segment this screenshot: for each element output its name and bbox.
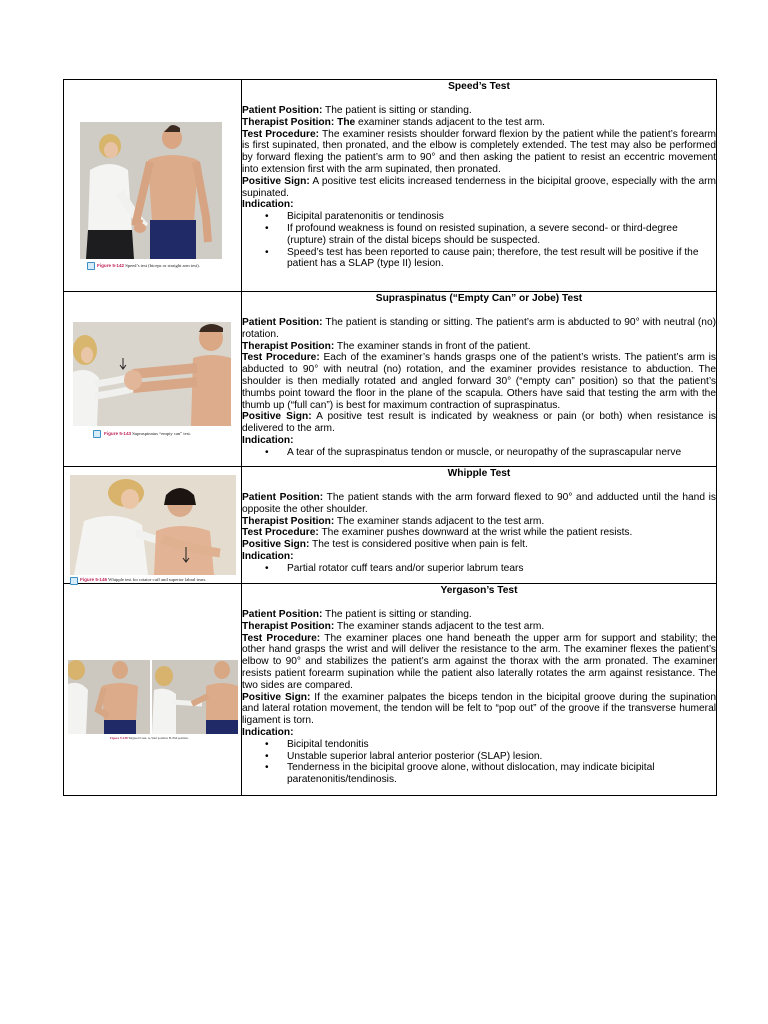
list-item: • Bicipital paratenonitis or tendinosis (287, 211, 716, 223)
speeds-test-photo (80, 122, 222, 259)
therapist-position-label: Therapist Position: (242, 515, 335, 527)
therapist-position-text: The examiner stands in front of the patient. (334, 340, 531, 352)
image-cell (64, 467, 242, 584)
test-title: Whipple Test (447, 468, 511, 479)
positive-sign-text: The test is considered positive when pain is felt. (309, 539, 528, 551)
therapist-position-label: Therapist Position: The (242, 116, 356, 128)
indication-label: Indication: (242, 550, 294, 562)
patient-position-text: The patient is sitting or standing. (322, 609, 472, 620)
positive-sign-label: Positive Sign: (242, 691, 311, 703)
test-procedure-text: The examiner pushes downward at the wrist while the patient resists. (318, 527, 633, 539)
figure-number: Figure 5-146 (80, 577, 108, 582)
list-item: • Unstable superior labral anterior posterior (SLAP) lesion. (287, 751, 716, 763)
figure-caption-text: Yergason’s test. A, Start position. B, End position. (128, 736, 189, 740)
test-title: Supraspinatus (“Empty Can” or Jobe) Test (375, 293, 583, 304)
test-title: Yergason’s Test (440, 585, 518, 596)
list-item: • Tenderness in the bicipital groove alone, without dislocation, may indicate bicipital paratenonitis/tendinosis. (287, 762, 716, 786)
figure-number: Figure 5-143 (104, 431, 132, 436)
patient-position-label: Patient Position: (242, 317, 323, 328)
text-cell (242, 467, 717, 584)
positive-sign-text: A positive test result is indicated by weakness or pain (or both) when resistance is delivered to the arm. (242, 411, 716, 435)
patient-position-text: The patient is standing or sitting. The patient’s arm is abducted to 90° with neutral (no) rotation. (242, 317, 717, 340)
patient-position-label: Patient Position: (242, 105, 323, 116)
text-cell (242, 584, 717, 796)
text-cell (242, 80, 717, 292)
indication-list (242, 211, 716, 270)
patient-position-label: Patient Position: (242, 492, 324, 503)
figure-caption (110, 736, 188, 740)
figure-caption-text: Whipple test for rotator cuff and superior labral tears. (108, 577, 207, 582)
list-item: • A tear of the supraspinatus tendon or muscle, or neuropathy of the suprascapular nerve (287, 447, 716, 459)
figure-number: Figure 5-148 (110, 736, 128, 740)
shoulder-tests-table (63, 79, 717, 796)
patient-position-label: Patient Position: (242, 609, 323, 620)
figure-caption (97, 263, 200, 269)
figure-caption (104, 431, 191, 437)
table-row (64, 292, 717, 467)
therapist-position-label: Therapist Position: (242, 620, 335, 632)
table-row (64, 80, 717, 292)
supraspinatus-test-photo (73, 322, 231, 426)
positive-sign-label: Positive Sign: (242, 539, 310, 551)
figure-bookmark-icon (87, 262, 95, 270)
table-row (64, 584, 717, 796)
positive-sign-text: If the examiner palpates the biceps tendon in the bicipital groove during the supination and lateral rotation movement, the tendon will be felt to “pop out” of the groove if the transverse humeral ligament is torn. (242, 691, 716, 727)
figure-caption-text: Supraspinatus “empty can” test. (132, 431, 191, 436)
therapist-position-text: The examiner stands adjacent to the test arm. (334, 515, 545, 527)
therapist-position-text: The examiner stands adjacent to the test arm. (334, 620, 545, 632)
patient-position-text: The patient stands with the arm forward flexed to 90° and adducted until the hand is opposite the other shoulder. (242, 492, 716, 515)
indication-label: Indication: (242, 199, 294, 211)
test-procedure-text: Each of the examiner’s hands grasps one of the patient’s wrists. The patient’s arm is abducted to 90° with neutral (no) rotation, and the examiner provides resistance to abduction. The shoulder is then medially rotated and angled forward 30° (“empty can” position) so that the patient’s thumbs point toward the floor in the plane of the scapula. Others have said that testing the arm with the thumb up (“full can”) is best for maximum contraction of supraspinatus. (242, 352, 716, 411)
test-procedure-label: Test Procedure: (242, 527, 319, 539)
figure-caption-text: Speed’s test (biceps or straight arm test). (125, 263, 200, 268)
test-description (242, 609, 716, 786)
test-description (242, 105, 716, 270)
therapist-position-label: Therapist Position: (242, 340, 335, 352)
therapist-position-text: examiner stands adjacent to the test arm. (355, 116, 545, 128)
positive-sign-text: A positive test elicits increased tenderness in the bicipital groove, especially with the arm supinated. (242, 175, 716, 199)
yergasons-test-photo-a (68, 660, 150, 734)
figure-caption (80, 577, 206, 583)
test-description (242, 317, 716, 459)
list-item: • Partial rotator cuff tears and/or superior labrum tears (287, 563, 716, 575)
list-item: • Bicipital tendonitis (287, 739, 716, 751)
test-procedure-label: Test Procedure: (242, 632, 321, 644)
indication-list (242, 563, 716, 575)
positive-sign-label: Positive Sign: (242, 175, 310, 187)
text-cell (242, 292, 717, 467)
patient-position-text: The patient is sitting or standing. (322, 105, 472, 116)
image-cell (64, 292, 242, 467)
list-item: • If profound weakness is found on resisted supination, a severe second- or third-degree (rupture) strain of the distal biceps should be suspected. (287, 223, 716, 247)
indication-list (242, 447, 716, 459)
test-procedure-label: Test Procedure: (242, 128, 320, 140)
image-cell (64, 584, 242, 796)
yergasons-test-photo-b (152, 660, 238, 734)
image-cell (64, 80, 242, 292)
test-title: Speed’s Test (448, 81, 510, 92)
table-row (64, 467, 717, 584)
positive-sign-label: Positive Sign: (242, 411, 312, 423)
indication-list (242, 739, 716, 786)
figure-number: Figure 5-142 (97, 263, 125, 268)
test-procedure-text: The examiner places one hand beneath the upper arm for support and stability; the other hand grasps the wrist and will deliver the resistance to the arm. The examiner flexes the patient’s elbow to 90° and stabilizes the patient’s arm against the thorax with the arm pronated. The examiner resists patient forearm supination while the patient also laterally rotates the arm against resistance. The two sides are compared. (242, 632, 717, 691)
figure-bookmark-icon (93, 430, 101, 438)
test-procedure-label: Test Procedure: (242, 352, 320, 364)
whipple-test-photo (70, 475, 236, 575)
indication-label: Indication: (242, 726, 294, 738)
list-item: • Speed’s test has been reported to cause pain; therefore, the test result will be positive if the patient has a SLAP (type II) lesion. (287, 247, 716, 271)
indication-label: Indication: (242, 434, 294, 446)
test-description (242, 492, 716, 575)
test-procedure-text: The examiner resists shoulder forward flexion by the patient while the patient’s forearm is first supinated, then pronated, and the elbow is completely extended. The test may also be performed by forward flexing the patient’s arm to 90° and then asking the patient to resist an eccentric movement into extension first with the arm supinated, then pronated. (242, 128, 716, 175)
